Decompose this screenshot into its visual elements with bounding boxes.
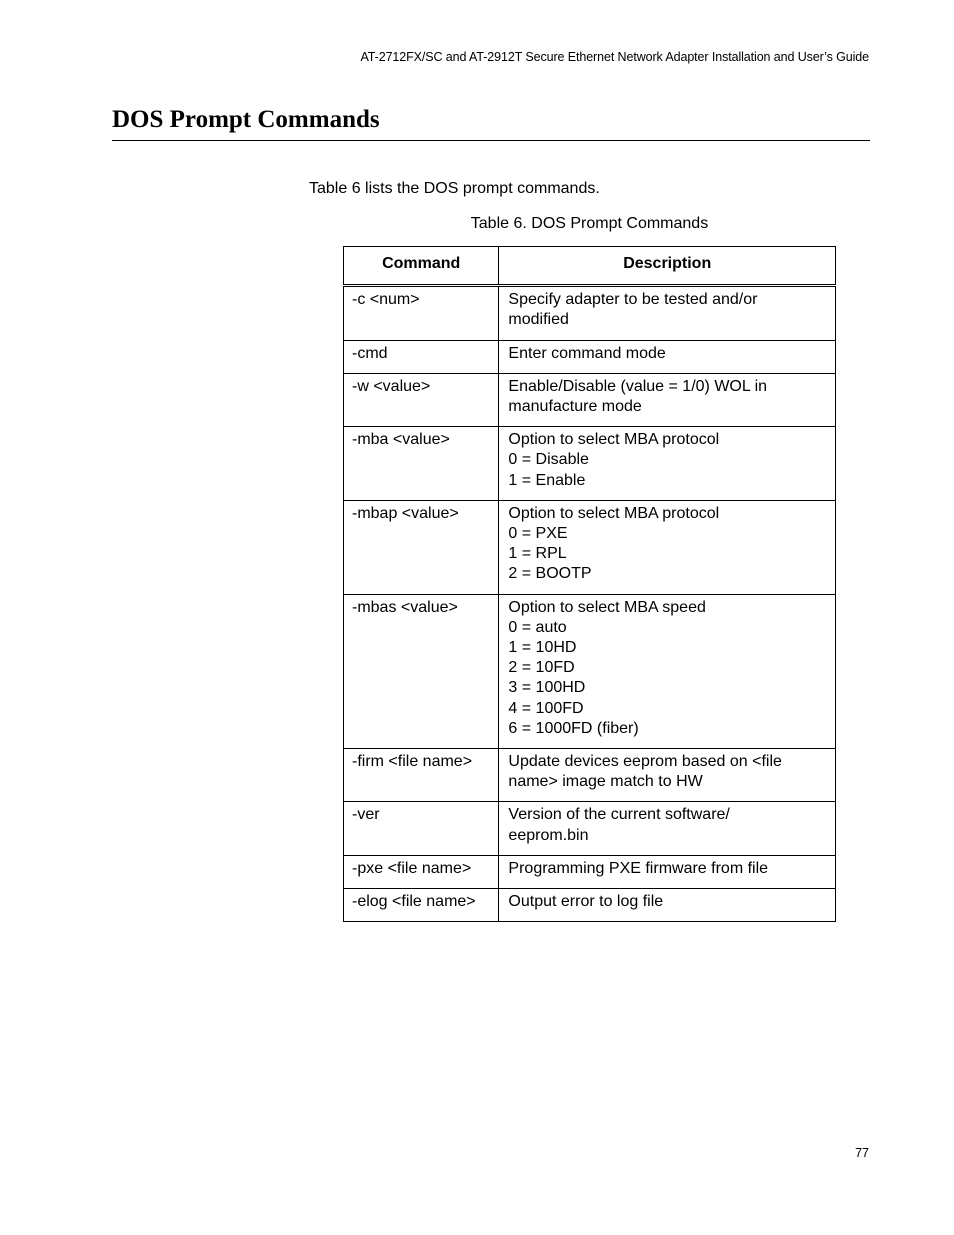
description-cell [499, 340, 836, 373]
description-line: Specify adapter to be tested and/or [508, 291, 758, 309]
description-line: Output error to log file [508, 893, 664, 911]
column-header-description: Description [499, 247, 836, 286]
description-line: Option to select MBA protocol [508, 431, 720, 449]
description-line: 0 = PXE [508, 525, 568, 543]
description-cell [499, 594, 836, 748]
command-cell: -w <value> [344, 373, 499, 426]
table-header-row [344, 247, 836, 286]
table-body [344, 286, 836, 922]
command-cell: -c <num> [344, 286, 499, 340]
description-cell [499, 500, 836, 594]
description-line: 1 = 10HD [508, 639, 577, 657]
table-row [344, 889, 836, 922]
table-row [344, 373, 836, 426]
description-line: 0 = Disable [508, 451, 589, 469]
intro-paragraph: Table 6 lists the DOS prompt commands. [309, 180, 600, 197]
description-cell [499, 749, 836, 802]
table-row [344, 427, 836, 501]
description-cell [499, 373, 836, 426]
table-row [344, 802, 836, 855]
column-header-command: Command [344, 247, 499, 286]
description-line: Programming PXE firmware from file [508, 859, 769, 877]
description-cell [499, 427, 836, 501]
command-cell: -ver [344, 802, 499, 855]
command-cell: -pxe <file name> [344, 855, 499, 888]
description-line: Enable/Disable (value = 1/0) WOL in [508, 377, 768, 395]
page-number: 77 [855, 1146, 869, 1160]
description-line: name> image match to HW [508, 773, 703, 791]
description-line: 2 = 10FD [508, 659, 575, 677]
command-cell: -mbap <value> [344, 500, 499, 594]
command-cell: -mba <value> [344, 427, 499, 501]
description-line: 4 = 100FD [508, 699, 584, 717]
description-line: Option to select MBA speed [508, 598, 706, 616]
section-title: DOS Prompt Commands [112, 106, 380, 133]
description-line: modified [508, 311, 569, 329]
table-row [344, 500, 836, 594]
description-line: eeprom.bin [508, 826, 589, 844]
table-row [344, 594, 836, 748]
table-row [344, 855, 836, 888]
description-line: manufacture mode [508, 398, 642, 416]
table-row [344, 749, 836, 802]
description-cell [499, 855, 836, 888]
command-cell: -firm <file name> [344, 749, 499, 802]
description-line: Option to select MBA protocol [508, 504, 720, 522]
description-line: 3 = 100HD [508, 679, 586, 697]
command-cell: -mbas <value> [344, 594, 499, 748]
running-header: AT-2712FX/SC and AT-2912T Secure Ethernet Network Adapter Installation and User’s Guide [360, 50, 869, 64]
description-line: Enter command mode [508, 344, 666, 362]
description-line: Update devices eeprom based on <file [508, 753, 782, 771]
description-cell [499, 802, 836, 855]
command-cell: -cmd [344, 340, 499, 373]
description-cell [499, 286, 836, 340]
dos-commands-table [343, 246, 836, 922]
description-line: 1 = RPL [508, 545, 567, 563]
title-rule [112, 140, 870, 141]
description-line: 1 = Enable [508, 471, 586, 489]
table-caption: Table 6. DOS Prompt Commands [470, 215, 709, 232]
description-line: Version of the current software/ [508, 806, 730, 824]
command-cell: -elog <file name> [344, 889, 499, 922]
description-line: 0 = auto [508, 618, 567, 636]
table-row [344, 340, 836, 373]
description-line: 2 = BOOTP [508, 565, 592, 583]
description-cell [499, 889, 836, 922]
table-row [344, 286, 836, 340]
description-line: 6 = 1000FD (fiber) [508, 719, 639, 737]
